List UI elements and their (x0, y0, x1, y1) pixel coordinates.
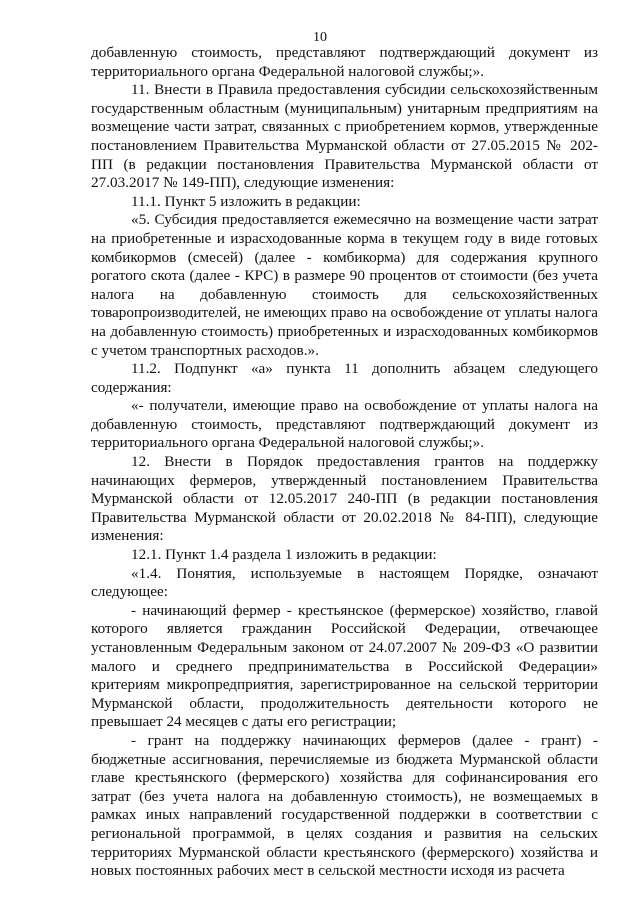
document-body (91, 44, 598, 881)
page-number: 10 (313, 30, 327, 45)
paragraph: 12. Внести в Порядок предоставления грантов на поддержку начинающих фермеров, утвержденный постановлением Правительства Мурманской области от 12.05.2017 240-ПП (в редакции постановления Правительства Мурманской области от 20.02.2018 № 84-ПП), следующие изменения: (91, 453, 598, 545)
paragraph: «1.4. Понятия, используемые в настоящем Порядке, означают следующее: (91, 564, 598, 601)
paragraph: 11.2. Подпункт «а» пункта 11 дополнить абзацем следующего содержания: (91, 360, 598, 396)
paragraph: «- получатели, имеющие право на освобождение от уплаты налога на добавленную стоимость, представляют подтверждающий документ из территориального органа Федеральной налоговой службы;». (91, 397, 598, 452)
paragraph: 11.1. Пункт 5 изложить в редакции: (131, 192, 361, 210)
paragraph: - грант на поддержку начинающих фермеров (далее - грант) - бюджетные ассигнования, перечисляемые из бюджета Мурманской области главе крестьянского (фермерского) хозяйства для софинансирования его затрат (без учета налога на добавленную стоимость), не возмещаемых в рамках иных направлений государственной поддержки в соответствии с региональной программой, в целях создания и развития на сельских территориях Мурманской области крестьянского (фермерского) хозяйства и новых постоянных рабочих мест в сельской местности исходя из расчета (91, 731, 598, 880)
paragraph: 11. Внести в Правила предоставления субсидии сельскохозяйственным государственным областным (муниципальным) унитарным предприятиям на возмещение части затрат, связанных с приобретением кормов, утвержденные постановлением Правительства Мурманской области от 27.05.2015 № 202-ПП (в редакции постановления Правительства Мурманской области от 27.03.2017 № 149-ПП), следующие изменения: (91, 81, 598, 192)
paragraph: «5. Субсидия предоставляется ежемесячно на возмещение части затрат на приобретенные и израсходованные корма в текущем году в виде готовых комбикормов (смесей) (далее - комбикорма) для содержания крупного рогатого скота (далее - КРС) в размере 90 процентов от стоимости (без учета налога на добавленную стоимость для сельскохозяйственных товаропроизводителей, не имеющих право на освобождение от уплаты налога на добавленную стоимость) приобретенных и израсходованных комбикормов с учетом транспортных расходов.». (91, 211, 598, 359)
paragraph: - начинающий фермер - крестьянское (фермерское) хозяйство, главой которого является гражданин Российской Федерации, отвечающее установленным Федеральным законом от 24.07.2007 № 209-ФЗ «О развитии малого и среднего предпринимательства в Российской Федерации» критериям микропредприятия, зарегистрированное на сельской территории Мурманской области, продолжительность деятельности которого не превышает 24 месяцев с даты его регистрации; (91, 601, 598, 731)
paragraph: добавленную стоимость, представляют подтверждающий документ из территориального органа Федеральной налоговой службы;». (91, 44, 598, 80)
paragraph: 12.1. Пункт 1.4 раздела 1 изложить в редакции: (131, 546, 437, 564)
